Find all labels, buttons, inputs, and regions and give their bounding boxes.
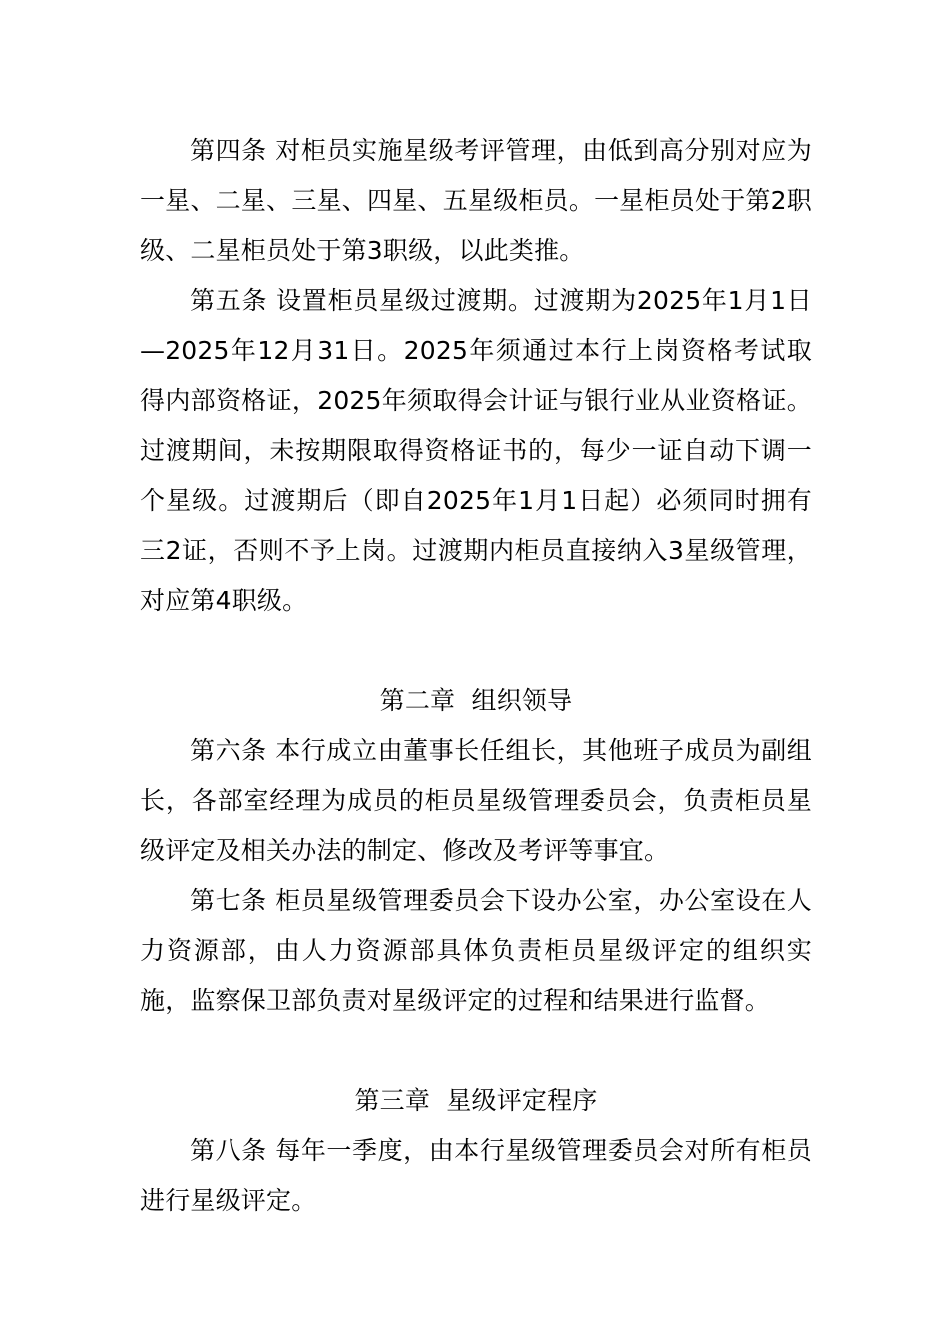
article-4: 第四条 对柜员实施星级考评管理，由低到高分别对应为一星、二星、三星、四星、五星级柜员。一星柜员处于第2职级、二星柜员处于第3职级，以此类推。 [140,136,812,265]
article-6: 第六条 本行成立由董事长任组长，其他班子成员为副组长，各部室经理为成员的柜员星级管理委员会，负责柜员星级评定及相关办法的制定、修改及考评等事宜。 [140,736,812,865]
document-body [140,126,812,1226]
article-7: 第七条 柜员星级管理委员会下设办公室，办公室设在人力资源部，由人力资源部具体负责柜员星级评定的组织实施，监察保卫部负责对星级评定的过程和结果进行监督。 [140,886,812,1015]
article-5: 第五条 设置柜员星级过渡期。过渡期为2025年1月1日—2025年12月31日。2025年须通过本行上岗资格考试取得内部资格证，2025年须取得会计证与银行业从业资格证。过渡期间，未按期限取得资格证书的，每少一证自动下调一个星级。过渡期后（即自2025年1月1日起）必须同时拥有三2证，否则不予上岗。过渡期内柜员直接纳入3星级管理，对应第4职级。 [140,286,812,615]
chapter-3-heading: 第三章 星级评定程序 [354,1086,598,1115]
chapter-2-heading: 第二章 组织领导 [379,686,573,715]
article-8: 第八条 每年一季度，由本行星级管理委员会对所有柜员进行星级评定。 [140,1136,812,1215]
